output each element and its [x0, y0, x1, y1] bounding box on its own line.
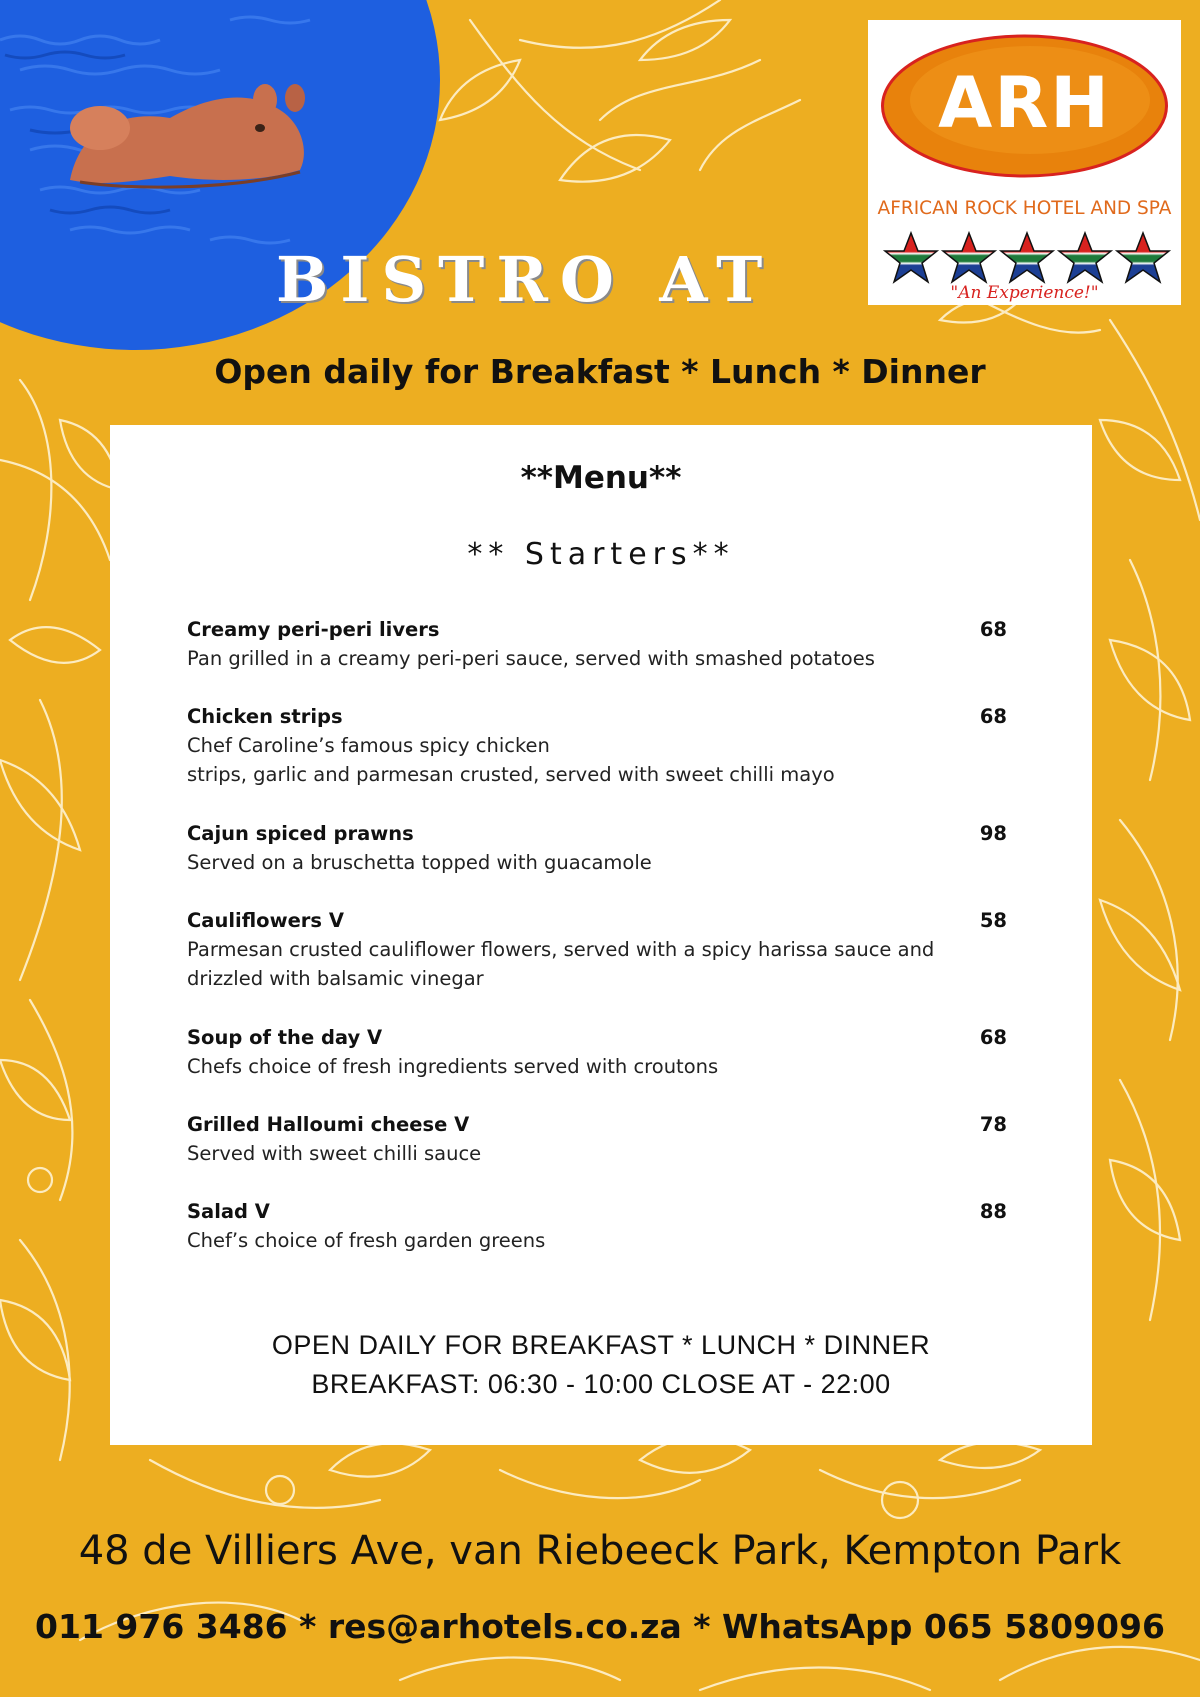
menu-item — [187, 906, 1007, 993]
logo-initials: ARH — [938, 62, 1111, 144]
menu-item — [187, 1110, 1007, 1168]
item-name: Creamy peri-peri livers — [187, 618, 440, 641]
item-description: Chef’s choice of fresh garden greens — [187, 1229, 546, 1252]
menu-item — [187, 1197, 1007, 1255]
star-icon — [1117, 233, 1169, 282]
menu-title: **Menu** — [520, 460, 682, 496]
item-description: Parmesan crusted cauliflower flowers, served with a spicy harissa sauce and — [187, 938, 935, 961]
hours-line-open-daily: OPEN DAILY FOR BREAKFAST * LUNCH * DINNER — [271, 1330, 931, 1360]
bistro-title: BISTRO AT — [276, 243, 775, 316]
menu-panel — [110, 425, 1092, 1445]
star-icon — [885, 233, 937, 282]
item-name: Salad V — [187, 1200, 270, 1223]
item-price: 88 — [979, 1200, 1007, 1223]
item-description: strips, garlic and parmesan crusted, served with sweet chilli mayo — [187, 763, 835, 786]
menu-item — [187, 1023, 1007, 1081]
item-price: 68 — [979, 705, 1007, 728]
item-price: 98 — [979, 822, 1007, 845]
item-description: Chefs choice of fresh ingredients served with croutons — [187, 1055, 719, 1078]
item-price: 68 — [979, 1026, 1007, 1049]
item-name: Cauliflowers V — [187, 909, 344, 932]
star-icon — [1001, 233, 1053, 282]
star-icon — [943, 233, 995, 282]
address: 48 de Villiers Ave, van Riebeeck Park, Kempton Park — [78, 1528, 1122, 1574]
item-price: 58 — [979, 909, 1007, 932]
item-description: Pan grilled in a creamy peri-peri sauce, served with smashed potatoes — [187, 647, 875, 670]
item-name: Soup of the day V — [187, 1026, 383, 1049]
logo-hotel-name: AFRICAN ROCK HOTEL AND SPA — [877, 198, 1172, 219]
logo-slogan: "An Experience!" — [950, 283, 1099, 303]
item-price: 68 — [979, 618, 1007, 641]
section-heading-starters: ** Starters** — [467, 537, 735, 572]
item-description: drizzled with balsamic vinegar — [187, 967, 484, 990]
item-name: Chicken strips — [187, 705, 343, 728]
item-description: Served with sweet chilli sauce — [187, 1142, 482, 1165]
item-price: 78 — [979, 1113, 1007, 1136]
item-description: Chef Caroline’s famous spicy chicken — [187, 734, 550, 757]
item-name: Grilled Halloumi cheese V — [187, 1113, 470, 1136]
contact-details: 011 976 3486 * res@arhotels.co.za * WhatsApp 065 5809096 — [35, 1607, 1165, 1646]
menu-item — [187, 702, 1007, 789]
menu-item — [187, 819, 1007, 877]
open-daily-heading: Open daily for Breakfast * Lunch * Dinner — [214, 352, 986, 391]
five-star-rating — [882, 230, 1172, 286]
item-description: Served on a bruschetta topped with guacamole — [187, 851, 652, 874]
hours-line-times: BREAKFAST: 06:30 - 10:00 CLOSE AT - 22:00 — [311, 1369, 891, 1399]
menu-item — [187, 615, 1007, 673]
star-icon — [1059, 233, 1111, 282]
hippo-head — [70, 84, 305, 187]
arh-logo — [868, 20, 1181, 305]
item-name: Cajun spiced prawns — [187, 822, 414, 845]
